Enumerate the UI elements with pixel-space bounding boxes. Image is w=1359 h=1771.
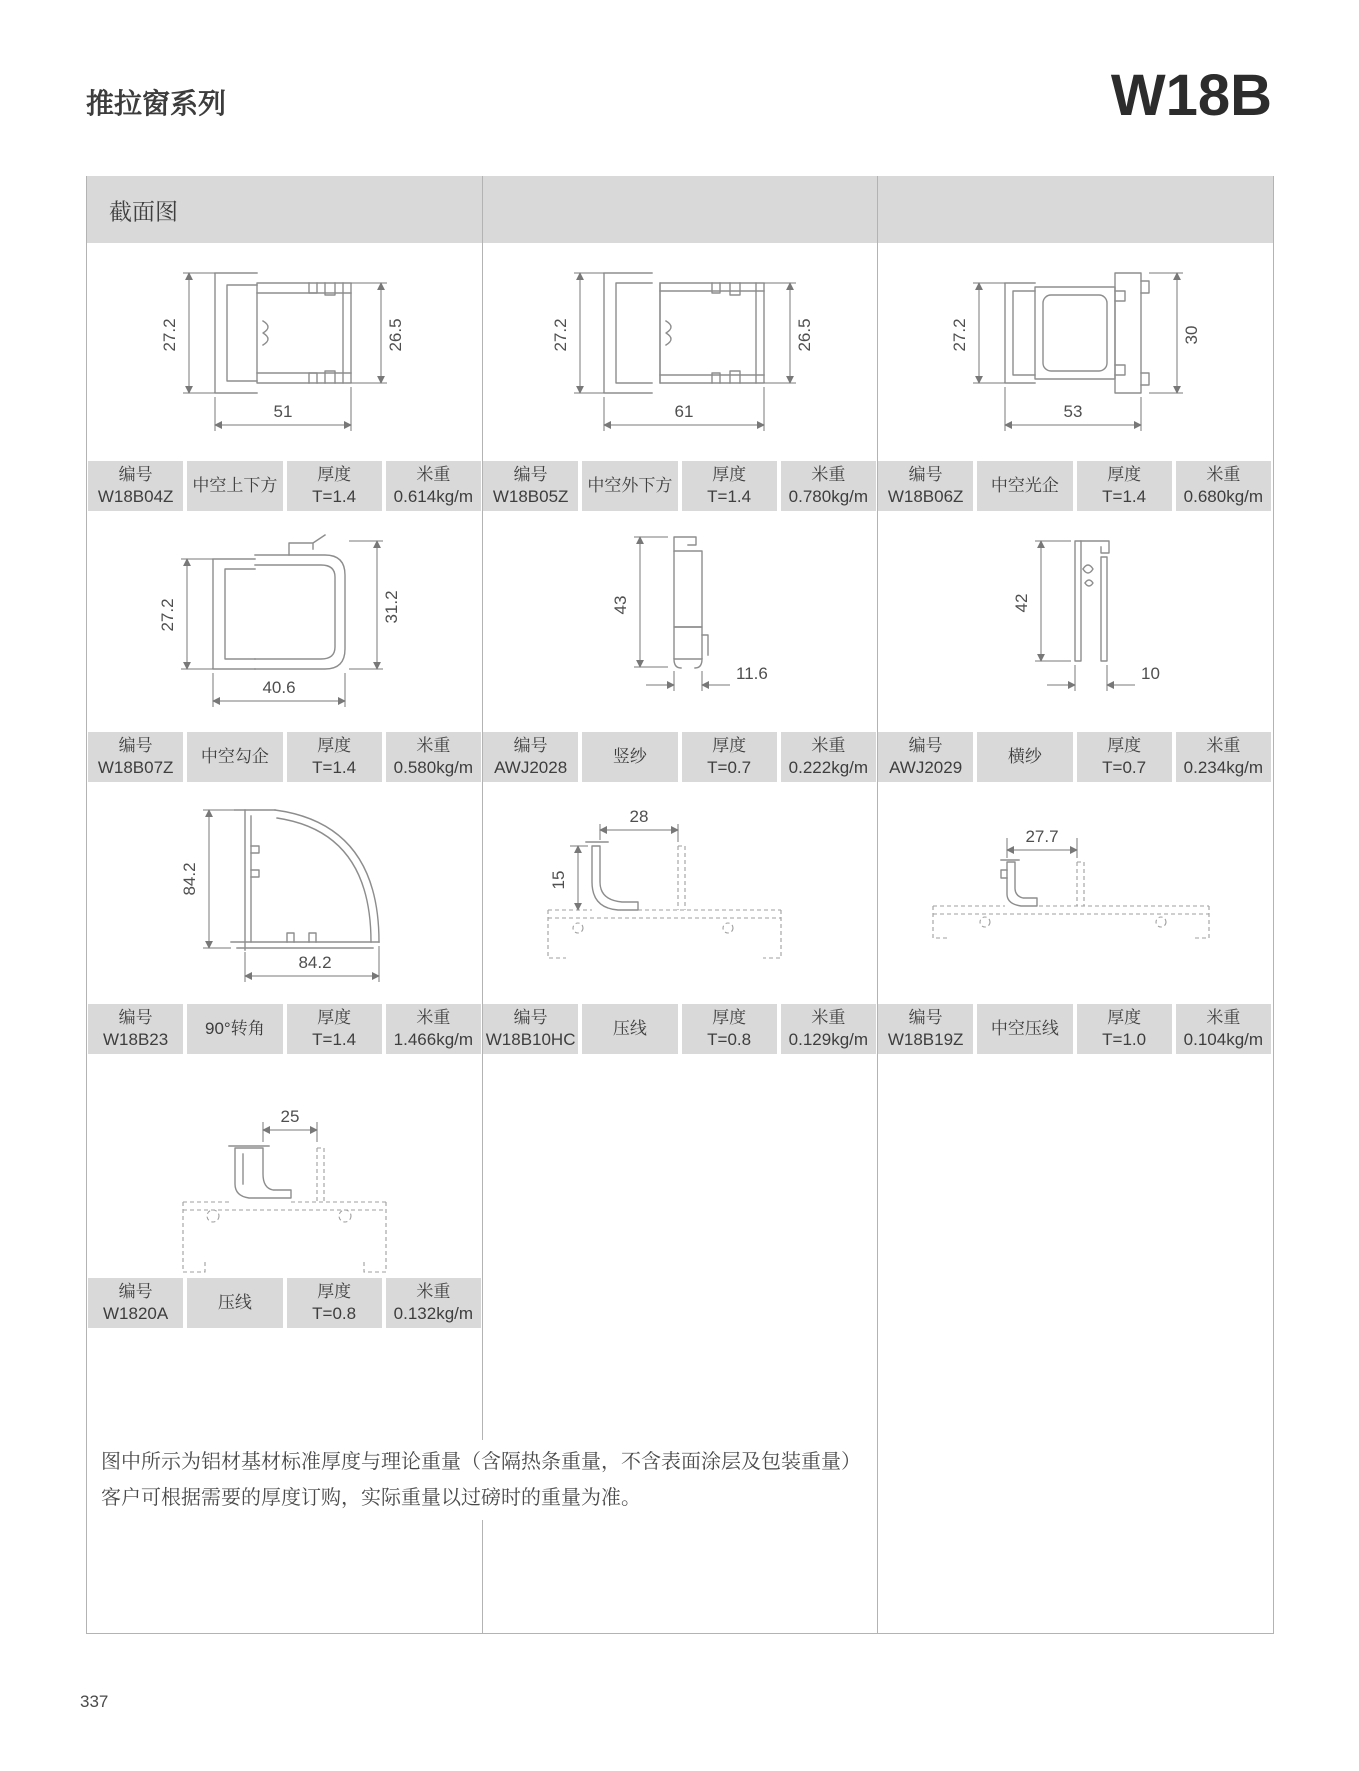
dim-label: 40.6 (262, 678, 296, 697)
dim-label: 28 (629, 807, 649, 826)
spec-row (878, 732, 1271, 782)
profile-drawing-w18b05z (482, 243, 877, 461)
spec-cell-thickness: 厚度 T=1.4 (682, 461, 777, 511)
section-header-label: 截面图 (109, 198, 178, 224)
profile-drawing-awj2028 (482, 511, 877, 732)
dim-label: 51 (273, 402, 293, 421)
profile-drawing-w18b23 (87, 782, 482, 1004)
spec-cell-code: 编号 W1820A (88, 1278, 183, 1328)
dim-label: 53 (1063, 402, 1083, 421)
dim-label: 84.2 (298, 953, 332, 972)
spec-row (88, 1278, 481, 1328)
dim-label: 84.2 (180, 862, 199, 896)
spec-cell-weight: 米重 0.234kg/m (1176, 732, 1271, 782)
spec-cell-weight: 米重 0.222kg/m (781, 732, 876, 782)
dim-label: 26.5 (386, 318, 405, 352)
dim-label: 25 (280, 1107, 300, 1126)
spec-cell-code: 编号 AWJ2028 (483, 732, 578, 782)
spec-cell-name: 竖纱 (582, 732, 677, 782)
spec-cell-name: 中空光企 (977, 461, 1072, 511)
spec-cell-thickness: 厚度 T=1.4 (287, 732, 382, 782)
footnote-line-1: 图中所示为铝材基材标准厚度与理论重量（含隔热条重量，不含表面涂层及包装重量） (101, 1451, 861, 1473)
section-header-band (87, 176, 1273, 243)
spec-cell-thickness: 厚度 T=1.4 (1077, 461, 1172, 511)
spec-cell-name: 中空压线 (977, 1004, 1072, 1054)
spec-cell-thickness: 厚度 T=1.4 (287, 461, 382, 511)
spec-cell-name: 90°转角 (187, 1004, 282, 1054)
spec-cell-weight: 米重 0.680kg/m (1176, 461, 1271, 511)
dim-label: 27.2 (950, 318, 969, 352)
spec-cell-code: 编号 W18B04Z (88, 461, 183, 511)
series-title: 推拉窗系列 (86, 88, 227, 119)
footnote-line-2: 客户可根据需要的厚度订购，实际重量以过磅时的重量为准。 (101, 1487, 641, 1509)
dim-label: 27.2 (158, 598, 177, 632)
profile-drawing-w18b07z (87, 511, 482, 732)
spec-cell-thickness: 厚度 T=1.4 (287, 1004, 382, 1054)
dim-label: 27.2 (551, 318, 570, 352)
spec-cell-code: 编号 W18B23 (88, 1004, 183, 1054)
dim-label: 27.2 (160, 318, 179, 352)
spec-cell-name: 横纱 (977, 732, 1072, 782)
section-table (86, 176, 1274, 1634)
profile-drawing-w18b10hc (482, 782, 877, 1004)
dim-label: 26.5 (795, 318, 814, 352)
spec-cell-code: 编号 W18B06Z (878, 461, 973, 511)
spec-cell-name: 压线 (187, 1278, 282, 1328)
spec-row (878, 1004, 1271, 1054)
spec-row (483, 461, 876, 511)
spec-cell-code: 编号 AWJ2029 (878, 732, 973, 782)
spec-cell-thickness: 厚度 T=1.0 (1077, 1004, 1172, 1054)
column-divider (482, 176, 483, 1633)
spec-cell-code: 编号 W18B07Z (88, 732, 183, 782)
column-divider (877, 176, 878, 1633)
spec-cell-weight: 米重 0.780kg/m (781, 461, 876, 511)
profile-drawing-awj2029 (877, 511, 1272, 732)
spec-cell-code: 编号 W18B19Z (878, 1004, 973, 1054)
spec-cell-name: 中空上下方 (187, 461, 282, 511)
spec-cell-thickness: 厚度 T=0.7 (682, 732, 777, 782)
spec-row (88, 732, 481, 782)
dim-label: 30 (1182, 325, 1201, 345)
spec-cell-weight: 米重 0.614kg/m (386, 461, 481, 511)
page-number: 337 (80, 1692, 109, 1711)
spec-cell-weight: 米重 0.104kg/m (1176, 1004, 1271, 1054)
spec-cell-code: 编号 W18B05Z (483, 461, 578, 511)
spec-row (88, 461, 481, 511)
spec-cell-weight: 米重 0.129kg/m (781, 1004, 876, 1054)
spec-row (483, 1004, 876, 1054)
spec-cell-weight: 米重 1.466kg/m (386, 1004, 481, 1054)
footnote (101, 1440, 873, 1520)
profile-drawing-w18b06z (877, 243, 1272, 461)
spec-cell-name: 压线 (582, 1004, 677, 1054)
dim-label: 10 (1141, 664, 1160, 683)
spec-cell-weight: 米重 0.132kg/m (386, 1278, 481, 1328)
dim-label: 15 (549, 870, 568, 890)
dim-label: 43 (611, 595, 630, 615)
profile-drawing-w1820a (87, 1054, 482, 1278)
spec-cell-weight: 米重 0.580kg/m (386, 732, 481, 782)
profile-drawing-w18b04z (87, 243, 482, 461)
dim-label: 27.7 (1025, 827, 1059, 846)
spec-cell-code: 编号 W18B10HC (483, 1004, 578, 1054)
profile-drawing-w18b19z (877, 782, 1272, 1004)
spec-row (483, 732, 876, 782)
spec-cell-thickness: 厚度 T=0.8 (682, 1004, 777, 1054)
model-code: W18B (1110, 63, 1272, 128)
spec-row (878, 461, 1271, 511)
spec-cell-thickness: 厚度 T=0.7 (1077, 732, 1172, 782)
dim-label: 31.2 (382, 590, 401, 624)
spec-row (88, 1004, 481, 1054)
dim-label: 11.6 (736, 664, 768, 683)
dim-label: 61 (674, 402, 694, 421)
spec-cell-thickness: 厚度 T=0.8 (287, 1278, 382, 1328)
spec-cell-name: 中空勾企 (187, 732, 282, 782)
dim-label: 42 (1012, 593, 1031, 613)
spec-cell-name: 中空外下方 (582, 461, 677, 511)
